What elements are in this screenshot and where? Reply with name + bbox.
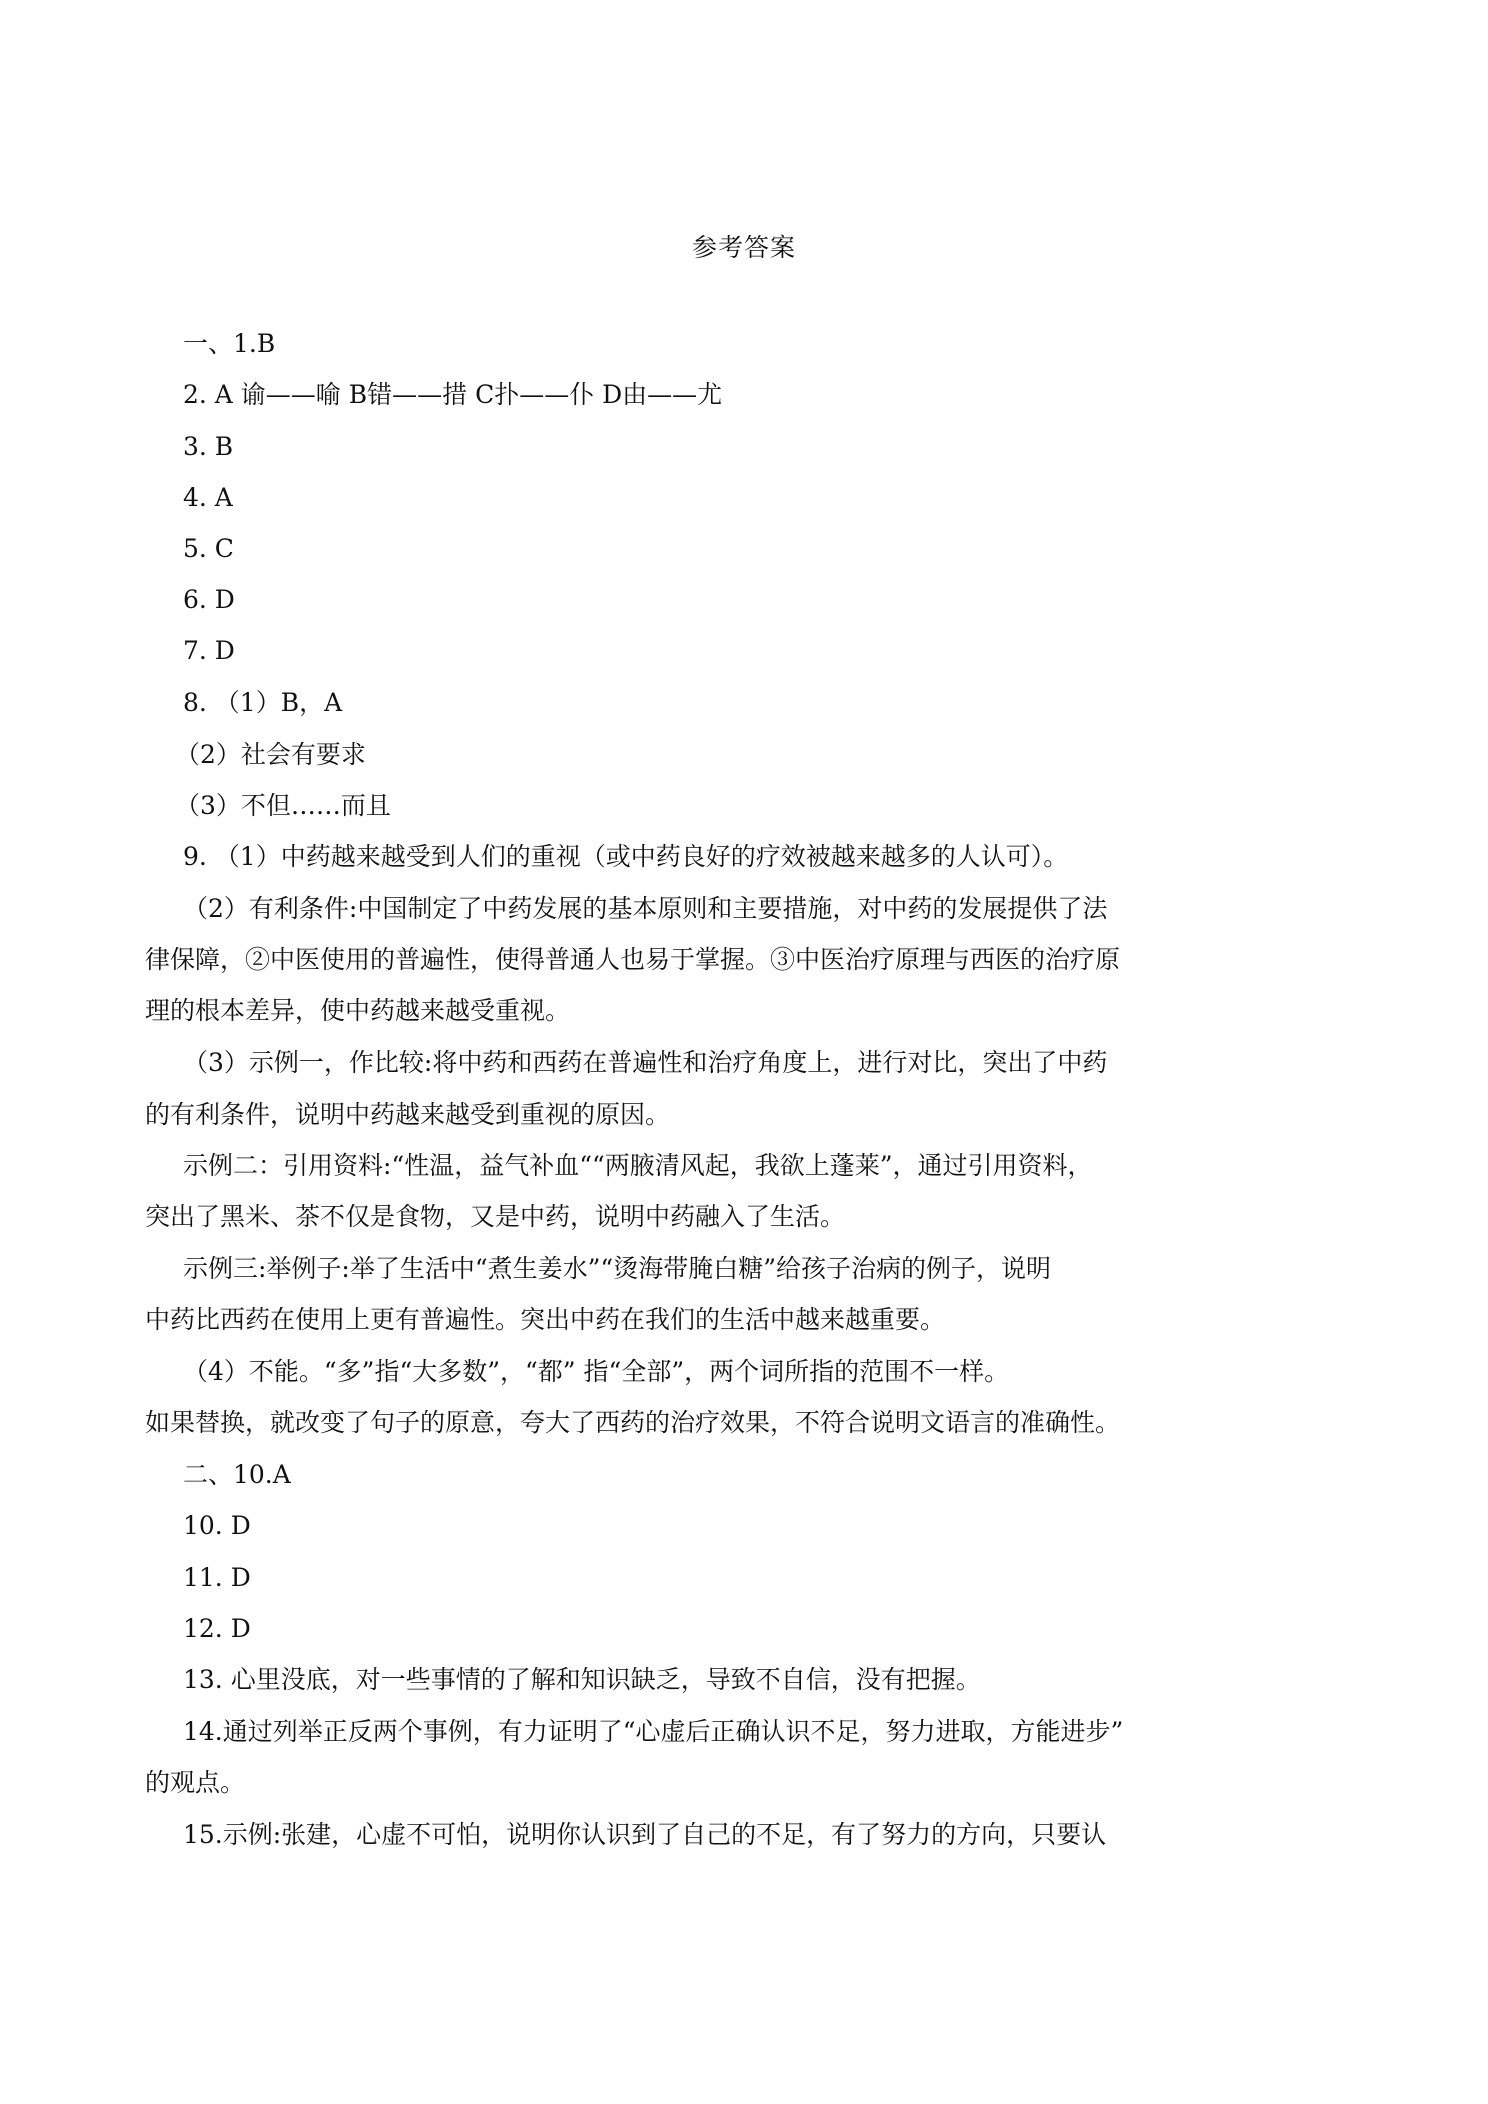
answer-line: 一、1.B [183, 329, 276, 358]
answer-line: 11. D [183, 1563, 251, 1592]
answer-line: 的观点。 [145, 1768, 246, 1797]
answer-line: 二、10.A [183, 1460, 291, 1489]
answer-line: （3）示例一，作比较:将中药和西药在普遍性和治疗角度上，进行对比，突出了中药 [183, 1048, 1108, 1077]
answer-line: 7. D [183, 636, 235, 665]
answer-line: 5. C [183, 534, 234, 563]
page-title: 参考答案 [691, 233, 796, 262]
answer-line: 的有利条件，说明中药越来越受到重视的原因。 [145, 1100, 671, 1129]
answer-line: 3. B [183, 432, 234, 461]
answer-line: 中药比西药在使用上更有普遍性。突出中药在我们的生活中越来越重要。 [145, 1305, 946, 1334]
answer-line: 4. A [183, 483, 233, 512]
answer-line: 示例三:举例子:举了生活中“煮生姜水”“烫海带腌白糖”给孩子治病的例子，说明 [183, 1254, 1051, 1283]
answer-line: 12. D [183, 1614, 251, 1643]
answer-line: 突出了黑米、茶不仅是食物，又是中药，说明中药融入了生活。 [145, 1202, 846, 1231]
answer-line: （3）不但……而且 [175, 791, 391, 820]
answer-line: 如果替换，就改变了句子的原意，夸大了西药的治疗效果，不符合说明文语言的准确性。 [145, 1408, 1121, 1437]
answer-line: 10. D [183, 1511, 251, 1540]
answer-line: 律保障，②中医使用的普遍性，使得普通人也易于掌握。③中医治疗原理与西医的治疗原 [145, 945, 1121, 974]
answer-line: 6. D [183, 585, 235, 614]
answer-line: 9. （1）中药越来越受到人们的重视（或中药良好的疗效被越来越多的人认可）。 [183, 842, 1069, 871]
answer-line: 2. A 谕——喻 B错——措 C扑——仆 D由——尤 [183, 380, 723, 409]
answer-line: （4）不能。“多”指“大多数”，“都” 指“全部”，两个词所指的范围不一样。 [183, 1357, 1010, 1386]
answer-line: 8. （1）B，A [183, 688, 343, 717]
answer-line: 理的根本差异，使中药越来越受重视。 [145, 996, 571, 1025]
answer-line: 15.示例:张建，心虚不可怕，说明你认识到了自己的不足，有了努力的方向，只要认 [183, 1820, 1107, 1849]
answer-line: 示例二：引用资料:“性温，益气补血““两腋清风起，我欲上蓬莱”，通过引用资料， [183, 1151, 1093, 1180]
answer-line: 14.通过列举正反两个事例，有力证明了“心虚后正确认识不足，努力进取，方能进步” [183, 1717, 1124, 1746]
answer-line: （2）有利条件:中国制定了中药发展的基本原则和主要措施，对中药的发展提供了法 [183, 894, 1108, 923]
answer-line: （2）社会有要求 [175, 740, 366, 769]
answer-line: 13. 心里没底，对一些事情的了解和知识缺乏，导致不自信，没有把握。 [183, 1665, 981, 1694]
